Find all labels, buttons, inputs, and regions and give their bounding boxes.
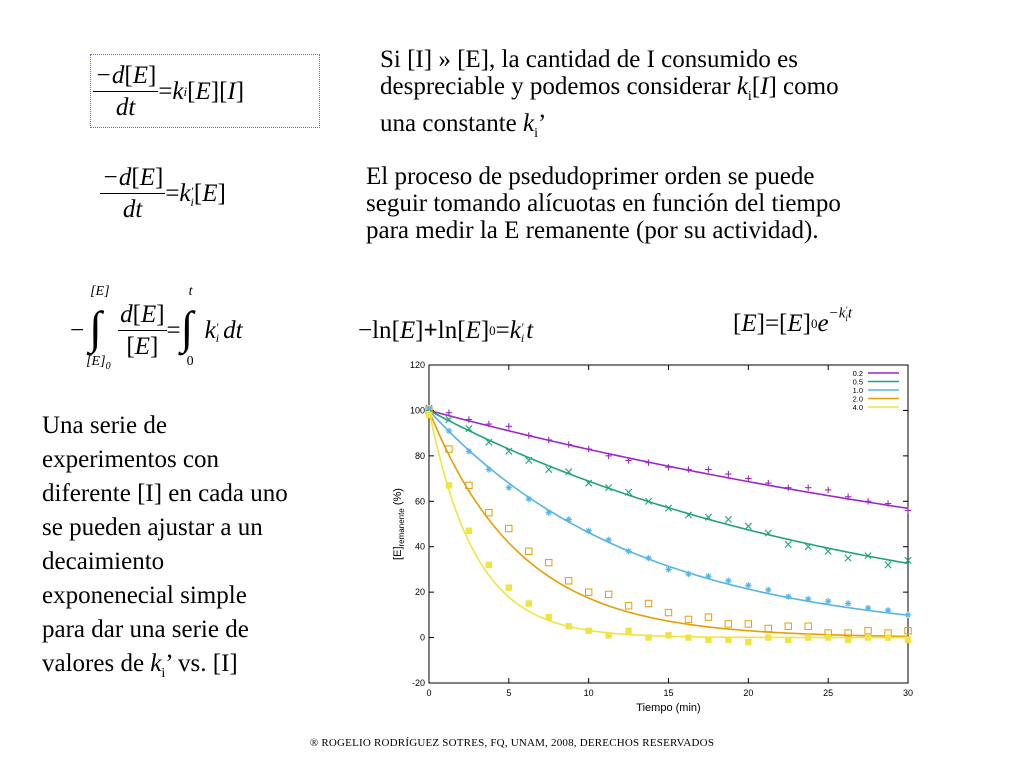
data-point-0.2	[526, 432, 532, 438]
data-point-4.0	[665, 632, 671, 638]
fit-curve-4.0	[429, 410, 908, 637]
text-left-line1: Una serie de	[42, 412, 167, 439]
data-point-2.0	[526, 548, 532, 554]
legend-label-2.0: 2.0	[852, 394, 863, 404]
data-point-1.0	[625, 548, 631, 554]
data-point-1.0	[805, 596, 811, 602]
text-left-line5: decaimiento	[42, 548, 165, 575]
y-tick-label: 40	[414, 541, 425, 552]
x-tick-label: 30	[902, 688, 914, 698]
data-point-0.2	[645, 459, 651, 465]
data-point-1.0	[825, 598, 831, 604]
rate-equation-full: $\frac{-d[E]}{dt}$ = k i [ E ] [ I ]	[90, 54, 320, 128]
data-point-0.2	[506, 423, 512, 429]
x-axis-label: Tiempo (min)	[636, 702, 701, 714]
x-tick-label: 5	[506, 688, 512, 698]
data-point-0.5	[785, 541, 791, 547]
x-tick-label: 20	[743, 688, 754, 698]
text-top-line3: una constante $k_i$’	[380, 110, 547, 141]
y-tick-label: 120	[409, 360, 425, 370]
data-point-0.2	[585, 446, 591, 452]
log-equation: − ln [ E ] + ln [ E ] 0 = k ' i t	[358, 316, 534, 345]
x-tick-label: 10	[583, 688, 594, 698]
y-tick-label: 100	[409, 405, 425, 416]
data-point-4.0	[526, 600, 532, 606]
data-point-2.0	[725, 621, 731, 627]
text-left-line4: se pueden ajustar a un	[42, 514, 263, 541]
integral-rhs: t ∫ 0	[180, 284, 194, 369]
rate-fraction: $\frac{-d[E]}{dt}$	[95, 61, 157, 121]
data-point-1.0	[665, 566, 671, 572]
data-point-0.2	[865, 498, 871, 504]
fit-curve-2.0	[429, 410, 908, 636]
data-point-2.0	[645, 600, 651, 606]
data-point-0.2	[546, 437, 552, 443]
integral-lhs: [E] ∫ $[E]_0$	[86, 284, 111, 372]
data-point-4.0	[885, 634, 891, 640]
data-point-0.2	[665, 464, 671, 470]
y-tick-label: 0	[419, 632, 425, 643]
y-tick-label: 60	[414, 496, 425, 507]
data-point-2.0	[685, 616, 691, 622]
data-point-2.0	[805, 623, 811, 629]
data-point-2.0	[585, 589, 591, 595]
data-point-1.0	[865, 605, 871, 611]
data-point-1.0	[685, 571, 691, 577]
data-point-4.0	[486, 562, 492, 568]
data-point-4.0	[745, 639, 751, 645]
data-point-4.0	[905, 637, 911, 643]
fit-curve-0.2	[429, 410, 908, 508]
data-point-2.0	[665, 609, 671, 615]
data-point-0.5	[825, 548, 831, 554]
fit-curve-0.5	[429, 410, 908, 563]
x-tick-label: 0	[426, 688, 432, 698]
data-point-4.0	[546, 614, 552, 620]
data-point-4.0	[466, 528, 472, 534]
text-top-line2: despreciable y podemos considerar $k_i[I]$ como	[380, 73, 839, 104]
data-point-4.0	[845, 637, 851, 643]
data-point-1.0	[725, 578, 731, 584]
data-point-2.0	[486, 509, 492, 515]
y-tick-label: 20	[414, 587, 425, 598]
legend-label-1.0: 1.0	[852, 386, 863, 395]
text-mid-line3: para medir la E remanente (por su actividad).	[366, 217, 819, 244]
text-left-line2: experimentos con	[42, 446, 220, 473]
text-mid-right	[366, 163, 1006, 244]
data-point-1.0	[845, 600, 851, 606]
data-point-1.0	[785, 593, 791, 599]
data-point-0.5	[725, 516, 731, 522]
data-point-0.2	[705, 466, 711, 472]
data-point-2.0	[506, 525, 512, 531]
text-left-line7: para dar una serie de	[42, 616, 249, 643]
data-point-0.2	[805, 484, 811, 490]
data-point-1.0	[705, 573, 711, 579]
x-tick-label: 25	[823, 688, 834, 698]
data-point-0.5	[845, 555, 851, 561]
text-left-line8: valores de $k_i$’ vs. [I]	[42, 650, 238, 681]
data-point-4.0	[446, 482, 452, 488]
data-point-0.2	[685, 466, 691, 472]
data-point-4.0	[566, 623, 572, 629]
data-point-1.0	[546, 509, 552, 515]
text-left	[42, 409, 372, 691]
data-point-4.0	[805, 634, 811, 640]
data-point-4.0	[825, 634, 831, 640]
text-mid-line1: El proceso de psedudoprimer orden se puede	[366, 163, 815, 190]
exponential-equation: [ E ] = [ E ] 0 e −k ' i t	[733, 304, 853, 337]
text-left-line6: exponenecial simple	[42, 582, 247, 609]
data-point-2.0	[625, 603, 631, 609]
data-point-4.0	[765, 634, 771, 640]
legend-label-0.2: 0.2	[852, 369, 863, 378]
data-point-0.5	[745, 523, 751, 529]
data-point-4.0	[426, 412, 432, 418]
data-point-4.0	[705, 637, 711, 643]
data-point-2.0	[865, 628, 871, 634]
data-point-2.0	[546, 559, 552, 565]
data-point-2.0	[705, 614, 711, 620]
text-top-line1: Si [I] » [E], la cantidad de I consumido es	[380, 46, 798, 73]
data-point-1.0	[885, 607, 891, 613]
data-point-4.0	[725, 637, 731, 643]
data-point-1.0	[486, 466, 492, 472]
data-point-4.0	[625, 628, 631, 634]
data-point-0.2	[825, 487, 831, 493]
data-point-0.2	[725, 471, 731, 477]
data-point-1.0	[745, 582, 751, 588]
data-point-0.5	[885, 562, 891, 568]
data-point-1.0	[645, 555, 651, 561]
y-tick-label: 80	[414, 450, 425, 461]
data-point-0.2	[566, 441, 572, 447]
text-top-right	[380, 46, 980, 147]
data-point-4.0	[865, 634, 871, 640]
x-tick-label: 15	[663, 688, 674, 698]
data-point-1.0	[585, 528, 591, 534]
data-point-4.0	[506, 584, 512, 590]
rate-fraction-pseudo: $\frac{-d[E]}{dt}$	[102, 164, 164, 223]
data-point-2.0	[785, 623, 791, 629]
data-point-1.0	[765, 587, 771, 593]
data-point-2.0	[745, 621, 751, 627]
data-point-1.0	[605, 537, 611, 543]
data-point-2.0	[765, 625, 771, 631]
data-point-4.0	[585, 628, 591, 634]
legend-label-0.5: 0.5	[852, 377, 863, 387]
fit-curve-1.0	[429, 410, 908, 615]
data-point-1.0	[526, 496, 532, 502]
copyright-footer: ® ROGELIO RODRÍGUEZ SOTRES, FQ, UNAM, 2008, DERECHOS RESERVADOS	[309, 737, 715, 749]
rate-equation-pseudo: $\frac{-d[E]}{dt}$ = k ' i [ E ]	[102, 164, 226, 223]
legend-label-4.0: 4.0	[852, 403, 863, 412]
decay-chart	[370, 355, 930, 715]
data-point-4.0	[645, 634, 651, 640]
data-point-1.0	[506, 484, 512, 490]
data-point-2.0	[566, 578, 572, 584]
y-axis-label: $[E]_{remanente}$ (%)	[392, 488, 406, 560]
data-point-4.0	[785, 637, 791, 643]
data-point-1.0	[905, 612, 911, 618]
integral-fraction: $\frac{d[E]}{[E]}$	[120, 300, 165, 360]
data-point-1.0	[566, 516, 572, 522]
data-point-0.5	[546, 466, 552, 472]
text-left-line3: diferente [I] en cada uno	[42, 480, 288, 507]
data-point-2.0	[605, 591, 611, 597]
y-tick-label: -20	[411, 678, 425, 688]
integral-equation: − [E] ∫ $[E]_0$ $\frac{d[E]}{[E]}$ = t ∫ 0 k ' i dt	[70, 285, 243, 375]
data-point-4.0	[685, 634, 691, 640]
data-point-4.0	[605, 632, 611, 638]
text-mid-line2: seguir tomando alícuotas en función del tiempo	[366, 190, 841, 217]
